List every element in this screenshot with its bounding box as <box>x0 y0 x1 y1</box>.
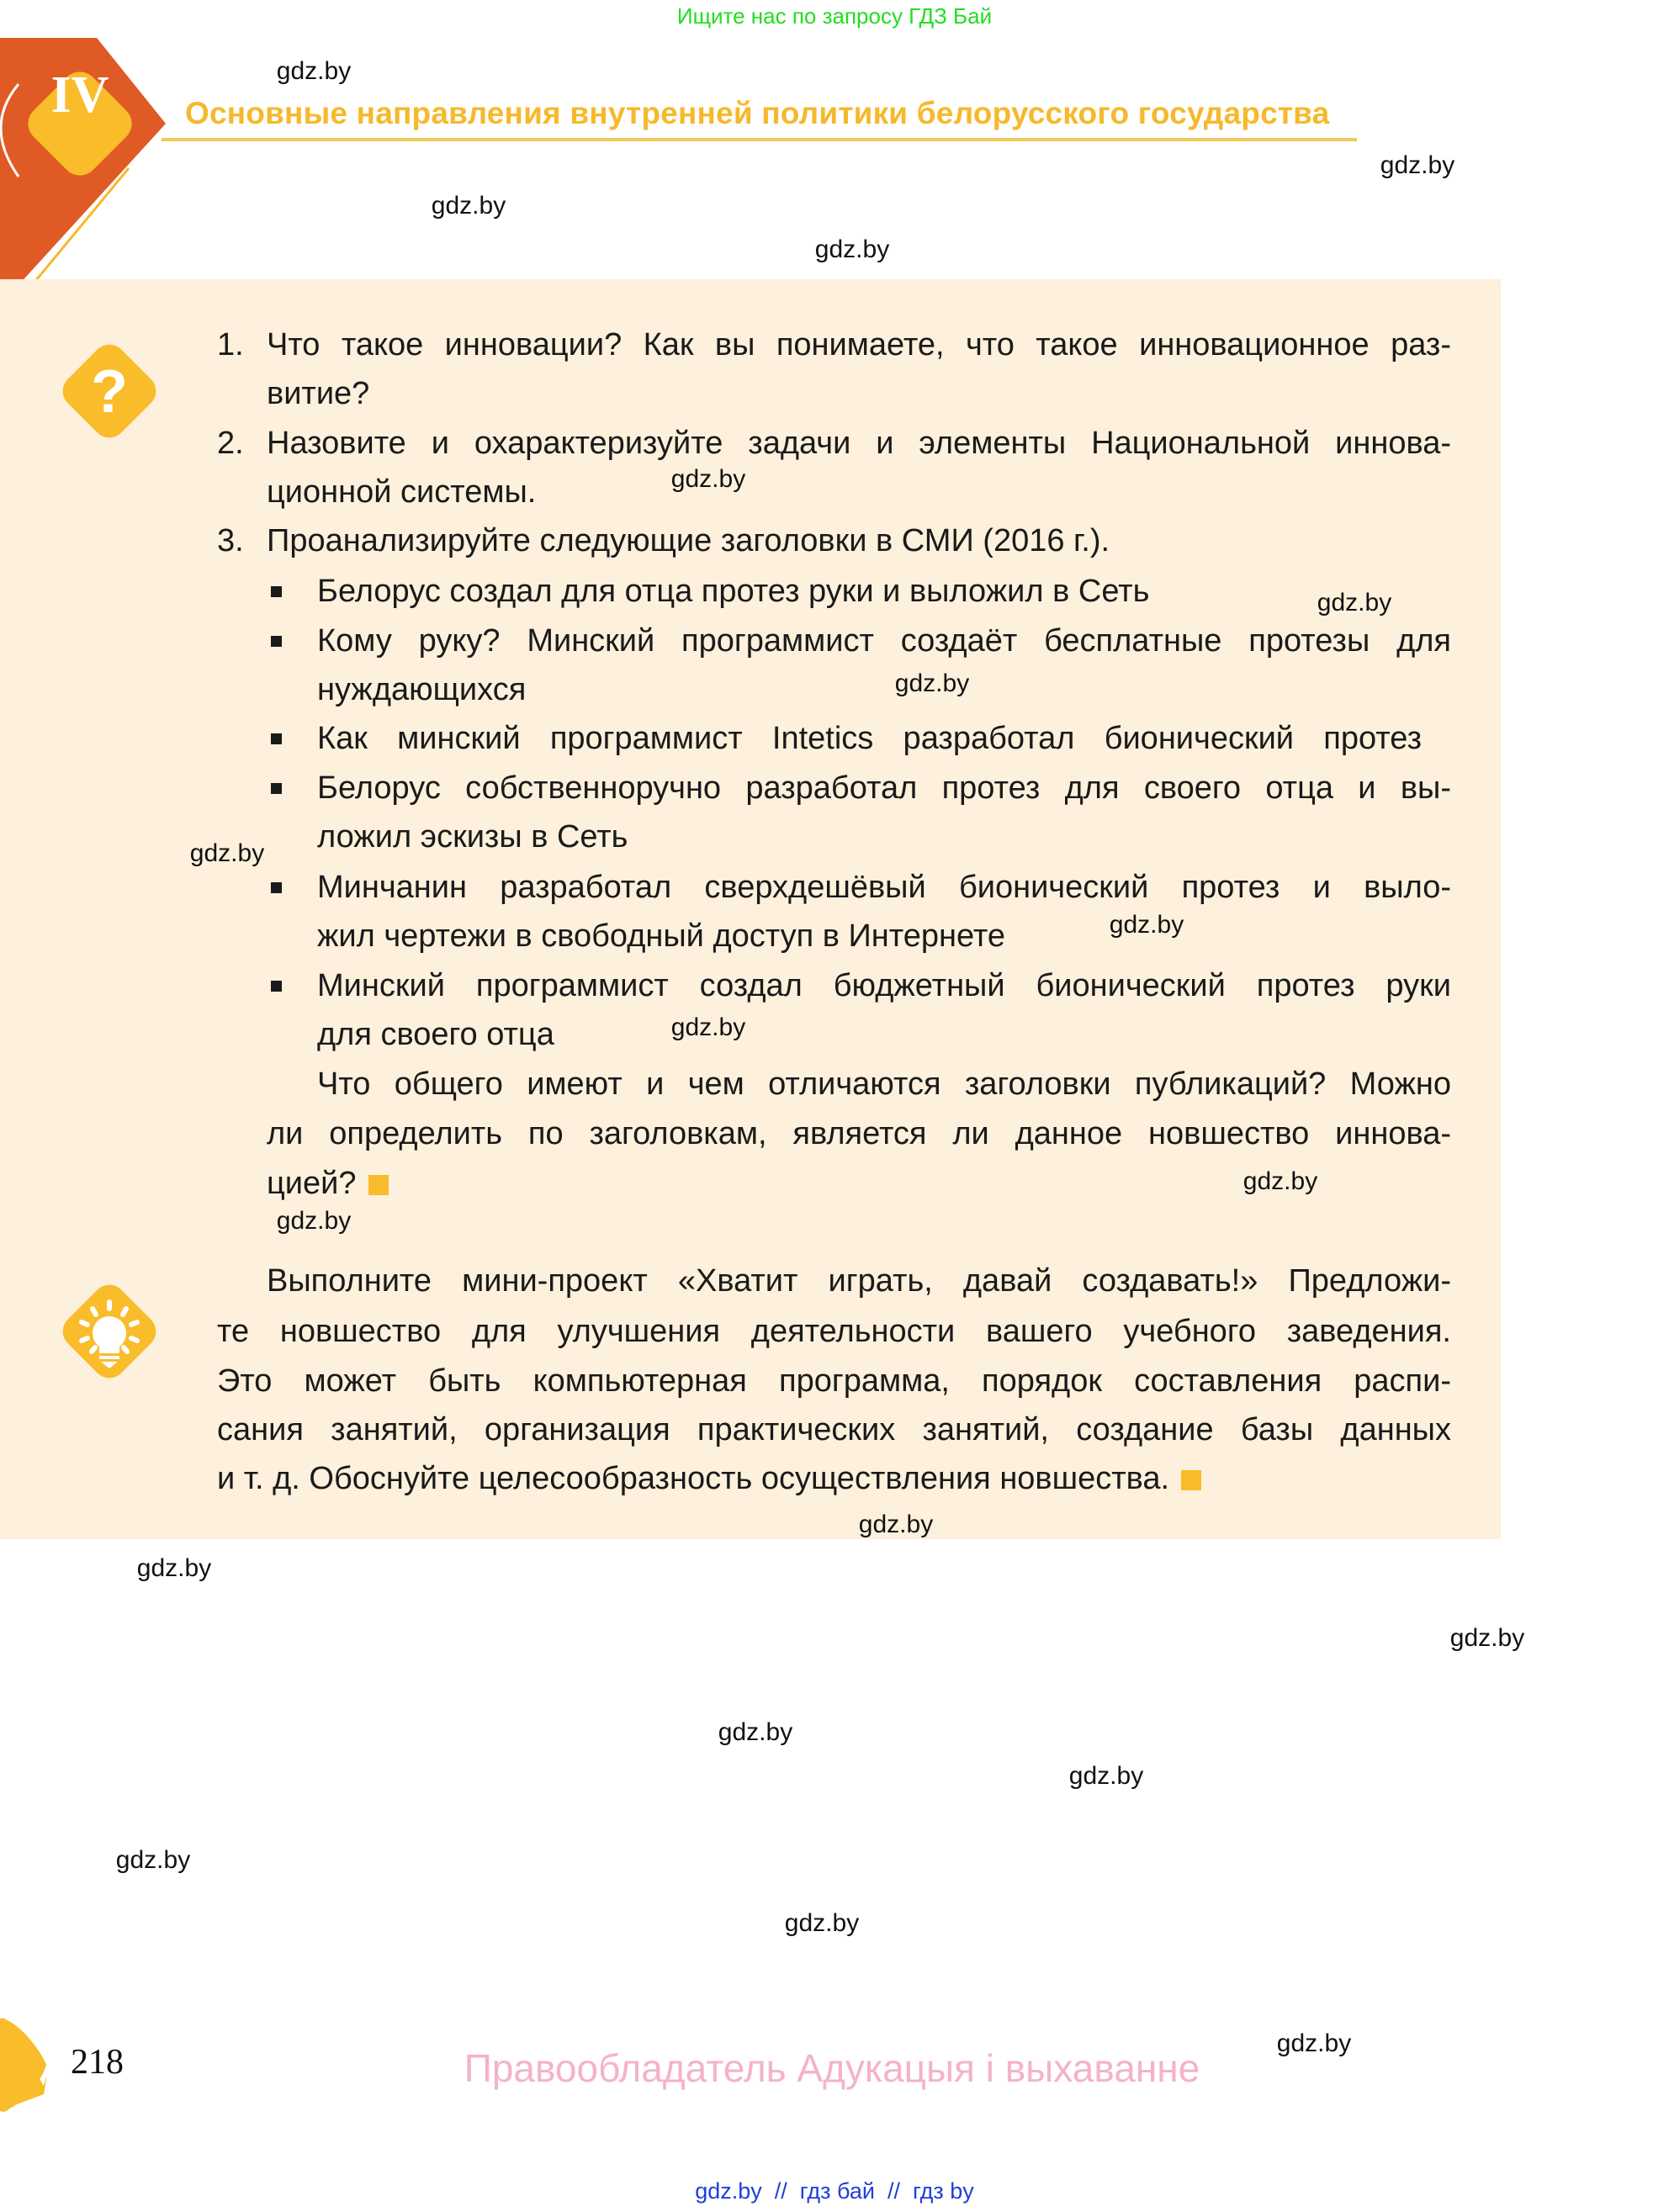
end-marker-icon <box>1181 1470 1201 1490</box>
bullet-icon <box>271 733 282 744</box>
chapter-number: IV <box>50 66 109 124</box>
page-number: 218 <box>71 2043 124 2082</box>
watermark: gdz.by <box>1276 2029 1352 2057</box>
watermark: gdz.by <box>814 235 890 263</box>
headline-item: для своего отца <box>317 1017 554 1052</box>
copyright-notice <box>0 2045 1669 2091</box>
watermark: gdz.by <box>718 1718 793 1746</box>
headline-item: Белорус создал для отца протез руки и выложил в Сеть <box>317 574 1150 609</box>
headline-item: нуждающихся <box>317 672 527 707</box>
question-number: 1. <box>217 327 244 362</box>
watermark: gdz.by <box>1242 1167 1318 1195</box>
question-icon <box>46 328 172 454</box>
project-text <box>217 1454 1201 1503</box>
watermark: gdz.by <box>670 1013 746 1041</box>
question-number: 2. <box>217 426 244 461</box>
followup-text: ли определить по заголовкам, является ли данное новшество иннова- <box>267 1116 1451 1151</box>
copyright-text: Правообладатель Адукацыя і выхаванне <box>464 2046 1200 2090</box>
question-text: витие? <box>267 376 370 411</box>
watermark: gdz.by <box>115 1846 191 1874</box>
headline-item: Белорус собственноручно разработал протез для своего отца и вы- <box>317 770 1451 806</box>
chapter-title: Основные направления внутренней политики белорусского государства <box>185 96 1330 130</box>
top-banner-link[interactable]: Ищите нас по запросу ГДЗ Бай <box>676 3 993 29</box>
watermark: gdz.by <box>136 1554 212 1582</box>
watermark: gdz.by <box>1068 1762 1144 1790</box>
bottom-links[interactable]: gdz.by // гдз бай // гдз by <box>695 2178 974 2204</box>
followup-text-end: цией? <box>267 1166 357 1201</box>
watermark: gdz.by <box>431 192 506 220</box>
watermark: gdz.by <box>1317 589 1392 617</box>
watermark: gdz.by <box>670 465 746 493</box>
project-text: сания занятий, организация практических занятий, создание базы данных <box>217 1412 1451 1447</box>
project-text: Выполните мини-проект «Хватит играть, давай создавать!» Предложи- <box>267 1263 1451 1299</box>
followup-text <box>267 1159 389 1208</box>
watermark: gdz.by <box>276 57 352 85</box>
watermark: gdz.by <box>276 1207 352 1235</box>
watermark: gdz.by <box>1380 151 1455 179</box>
watermark: gdz.by <box>894 669 970 697</box>
headline-item: ложил эскизы в Сеть <box>317 819 628 855</box>
watermark: gdz.by <box>1449 1624 1525 1652</box>
title-underline <box>162 138 1357 141</box>
project-text-end: и т. д. Обоснуйте целесообразность осуществления новшества. <box>217 1461 1170 1496</box>
question-number: 3. <box>217 523 244 558</box>
followup-text: Что общего имеют и чем отличаются заголовки публикаций? Можно <box>317 1066 1451 1102</box>
end-marker-icon <box>368 1175 389 1195</box>
watermark: gdz.by <box>1109 911 1184 939</box>
headline-item: Минчанин разработал сверхдешёвый бионический протез и выло- <box>317 870 1451 905</box>
watermark: gdz.by <box>189 839 265 867</box>
project-text: те новшество для улучшения деятельности вашего учебного заведения. <box>217 1314 1451 1349</box>
bullet-icon <box>271 586 282 597</box>
question-text: Проанализируйте следующие заголовки в СМИ (2016 г.). <box>267 523 1110 558</box>
project-text: Это может быть компьютерная программа, порядок составления распи- <box>217 1363 1451 1399</box>
svg-text:?: ? <box>91 358 128 426</box>
headline-item: Кому руку? Минский программист создаёт бесплатные протезы для <box>317 623 1451 659</box>
bullet-icon <box>271 636 282 647</box>
question-text: Назовите и охарактеризуйте задачи и элементы Национальной иннова- <box>267 426 1451 461</box>
bullet-icon <box>271 783 282 794</box>
bullet-icon <box>271 882 282 893</box>
headline-item: Минский программист создал бюджетный бионический протез руки <box>317 968 1451 1003</box>
question-text: ционной системы. <box>267 474 537 510</box>
watermark: gdz.by <box>784 1909 860 1937</box>
headline-item: Как минский программист Intetics разработал бионический протез <box>317 721 1422 756</box>
watermark: gdz.by <box>858 1511 934 1538</box>
question-text: Что такое инновации? Как вы понимаете, что такое инновационное раз- <box>267 327 1451 362</box>
bullet-icon <box>271 981 282 992</box>
headline-item: жил чертежи в свободный доступ в Интернете <box>317 918 1005 954</box>
lightbulb-icon <box>46 1268 172 1394</box>
